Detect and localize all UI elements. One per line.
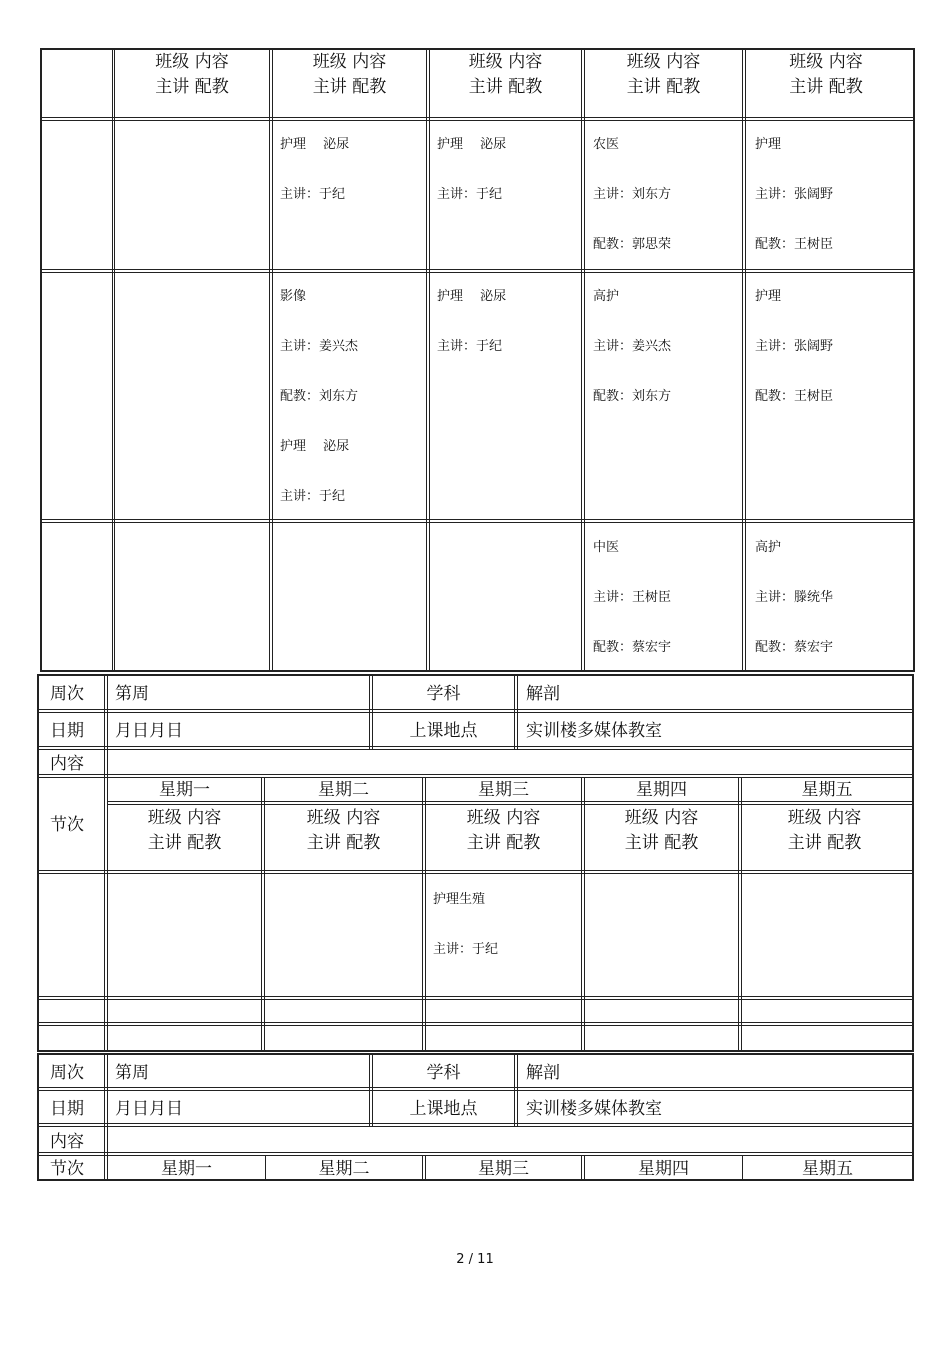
header-cell-mon	[115, 50, 269, 100]
page-number: 2 / 11	[456, 1252, 494, 1267]
cell-line: 配教：王树臣	[755, 237, 834, 252]
cell-line: 护理 泌尿	[280, 137, 350, 152]
cell-line: 配教：刘东方	[280, 389, 359, 404]
header-line2: 主讲 配教	[626, 77, 701, 97]
header-line1: 班级 内容	[626, 52, 701, 72]
cell-r1-wed	[437, 137, 506, 237]
header-cell-thu	[585, 806, 738, 856]
location-label: 上课地点	[409, 1099, 478, 1119]
location-value: 实训楼多媒体教室	[526, 721, 662, 741]
header-line2: 主讲 配教	[787, 833, 862, 853]
date-label: 日期	[50, 721, 84, 741]
day-wed: 星期三	[478, 780, 529, 800]
cell-line: 农医	[593, 137, 620, 152]
cell-line: 配教：刘东方	[593, 389, 672, 404]
cell-r2-tue	[280, 289, 358, 539]
date-value: 月日月日	[115, 1099, 183, 1119]
cell-r3-fri	[755, 540, 833, 690]
cell-line: 主讲：于纪	[437, 187, 503, 202]
header-line2: 主讲 配教	[306, 833, 381, 853]
header-cell-tue	[265, 806, 422, 856]
location-label: 上课地点	[409, 721, 478, 741]
cell-r2-fri	[755, 289, 833, 439]
content-label: 内容	[50, 1132, 84, 1152]
cell-wed-period1	[433, 892, 498, 992]
header-line2: 主讲 配教	[624, 833, 699, 853]
cell-line: 主讲：王树臣	[593, 590, 672, 605]
subject-value: 解剖	[526, 684, 560, 704]
header-cell-tue	[273, 50, 426, 100]
cell-line: 护理	[755, 137, 782, 152]
cell-r2-wed	[437, 289, 506, 389]
header-line1: 班级 内容	[312, 52, 387, 72]
cell-line: 主讲：滕统华	[755, 590, 834, 605]
day-mon: 星期一	[159, 780, 210, 800]
cell-line: 主讲：于纪	[433, 942, 499, 957]
header-cell-thu	[585, 50, 742, 100]
header-line1: 班级 内容	[468, 52, 543, 72]
cell-line: 配教：王树臣	[755, 389, 834, 404]
header-cell-fri	[746, 50, 906, 100]
header-line1: 班级 内容	[155, 52, 229, 72]
header-line2: 主讲 配教	[789, 77, 863, 97]
cell-line: 高护	[755, 540, 782, 555]
week-label: 周次	[50, 684, 84, 704]
header-line2: 主讲 配教	[312, 77, 387, 97]
cell-line: 高护	[593, 289, 620, 304]
header-line2: 主讲 配教	[155, 77, 229, 97]
day-wed: 星期三	[478, 1159, 529, 1179]
week-value: 第周	[115, 684, 149, 704]
header-line1: 班级 内容	[789, 52, 863, 72]
subject-value: 解剖	[526, 1063, 560, 1083]
cell-line: 护理 泌尿	[437, 137, 507, 152]
header-line2: 主讲 配教	[468, 77, 543, 97]
cell-line: 主讲：张阔野	[755, 339, 834, 354]
date-value: 月日月日	[115, 721, 183, 741]
cell-line: 护理	[755, 289, 782, 304]
cell-line: 配教：蔡宏宇	[593, 640, 672, 655]
day-tue: 星期二	[318, 1159, 370, 1179]
header-line1: 班级 内容	[147, 808, 222, 828]
cell-line: 主讲：于纪	[280, 489, 346, 504]
header-cell-mon	[108, 806, 261, 856]
content-label: 内容	[50, 754, 84, 774]
header-line1: 班级 内容	[306, 808, 381, 828]
day-tue: 星期二	[318, 780, 369, 800]
location-value: 实训楼多媒体教室	[526, 1099, 662, 1119]
day-fri: 星期五	[801, 780, 853, 800]
cell-line: 主讲：于纪	[437, 339, 503, 354]
header-line1: 班级 内容	[624, 808, 699, 828]
cell-r1-tue	[280, 137, 349, 237]
header-cell-wed	[426, 806, 581, 856]
cell-line: 护理 泌尿	[437, 289, 507, 304]
cell-line: 配教：郭思荣	[593, 237, 672, 252]
day-thu: 星期四	[638, 1159, 689, 1179]
cell-line: 中医	[593, 540, 620, 555]
date-label: 日期	[50, 1099, 84, 1119]
cell-line: 主讲：姜兴杰	[593, 339, 672, 354]
cell-line: 护理生殖	[433, 892, 486, 907]
week-value: 第周	[115, 1063, 149, 1083]
period-label: 节次	[50, 1159, 84, 1179]
period-label: 节次	[50, 815, 84, 835]
week-label: 周次	[50, 1063, 84, 1083]
cell-r1-fri	[755, 137, 833, 287]
subject-label: 学科	[426, 684, 461, 704]
cell-line: 主讲：张阔野	[755, 187, 834, 202]
cell-line: 主讲：姜兴杰	[280, 339, 359, 354]
header-line2: 主讲 配教	[147, 833, 222, 853]
day-fri: 星期五	[802, 1159, 853, 1179]
header-line1: 班级 内容	[787, 808, 862, 828]
day-thu: 星期四	[636, 780, 687, 800]
cell-line: 主讲：于纪	[280, 187, 346, 202]
cell-line: 配教：蔡宏宇	[755, 640, 834, 655]
header-line1: 班级 内容	[466, 808, 541, 828]
cell-line: 主讲：刘东方	[593, 187, 672, 202]
day-mon: 星期一	[161, 1159, 212, 1179]
cell-r1-thu	[593, 137, 671, 287]
cell-line: 护理 泌尿	[280, 439, 350, 454]
cell-r3-thu	[593, 540, 671, 690]
cell-r2-thu	[593, 289, 671, 439]
header-cell-fri	[742, 806, 907, 856]
cell-line: 影像	[280, 289, 307, 304]
header-cell-wed	[430, 50, 581, 100]
header-line2: 主讲 配教	[466, 833, 541, 853]
subject-label: 学科	[426, 1063, 461, 1083]
